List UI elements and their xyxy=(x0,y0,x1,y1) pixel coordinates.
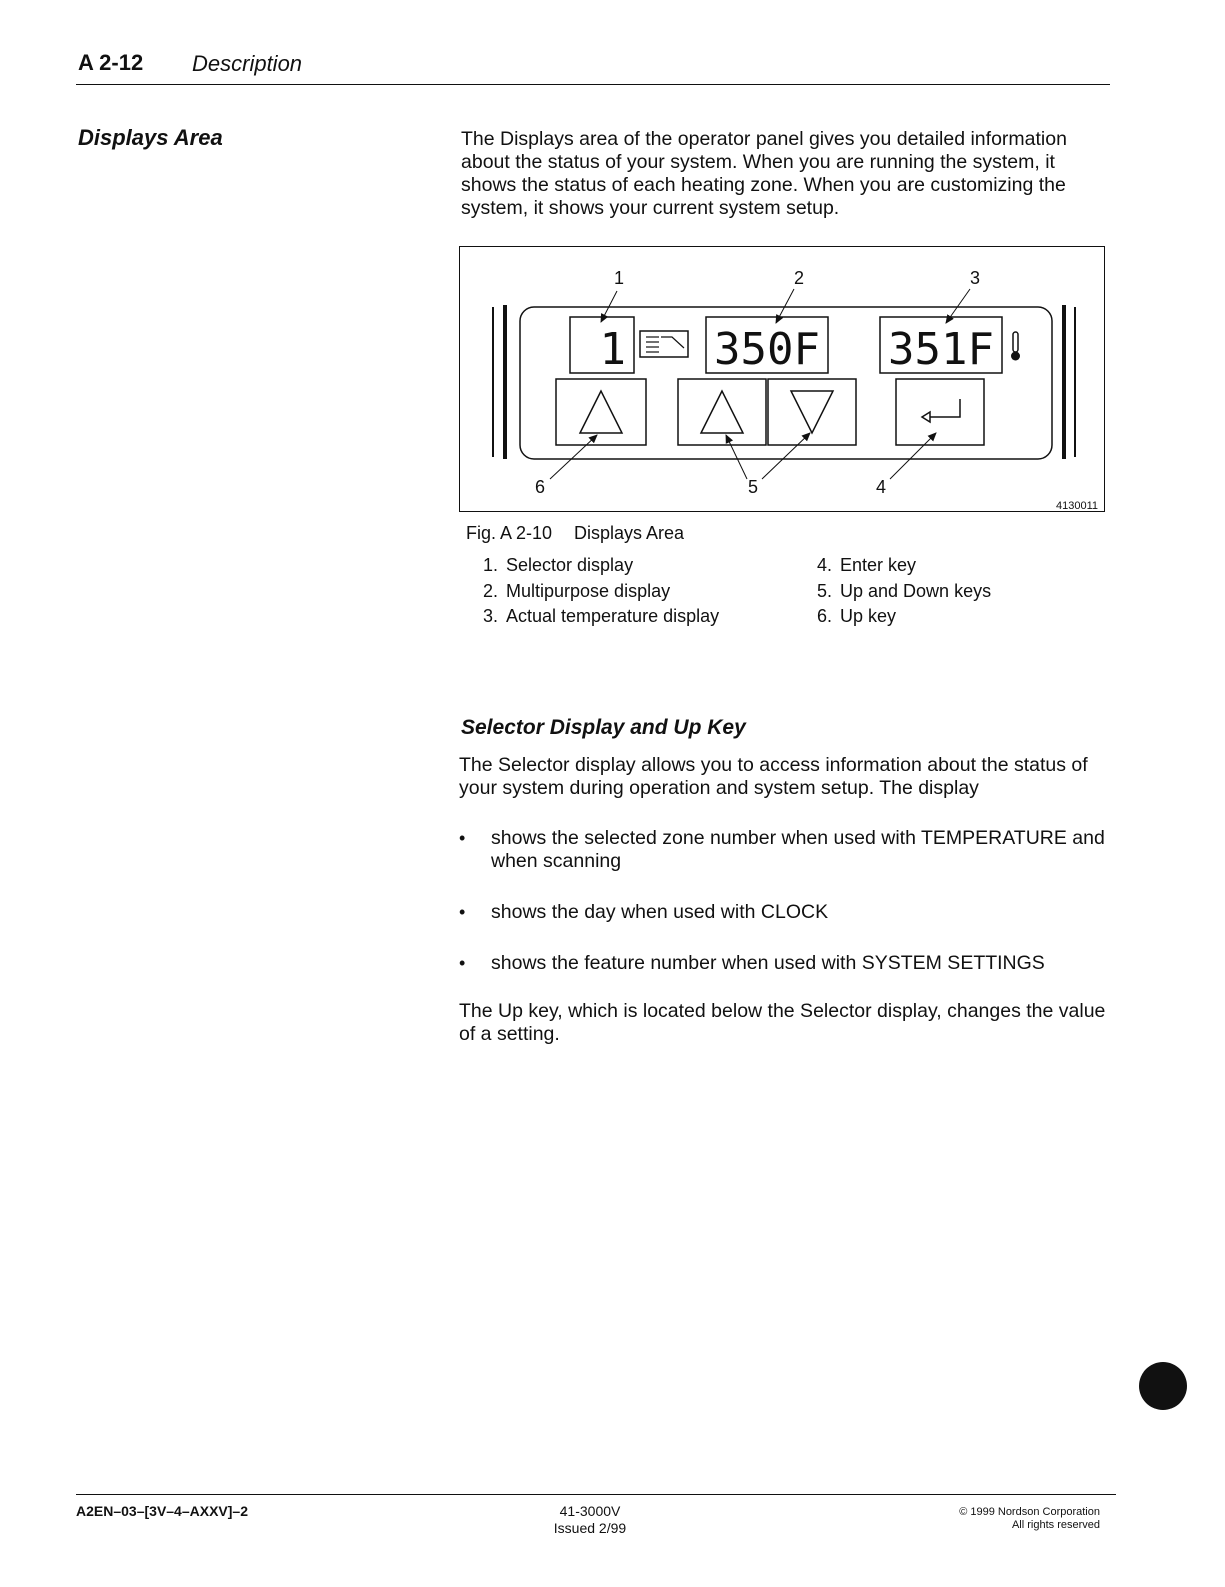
actual-temperature-display-value: 351F xyxy=(888,324,994,375)
legend-item: 5. Up and Down keys xyxy=(816,581,992,601)
legend-item: 6. Up key xyxy=(816,606,897,626)
callout-6: 6 xyxy=(534,477,546,497)
footer-rights: All rights reserved xyxy=(1011,1519,1100,1531)
bullet-dot: • xyxy=(459,902,466,922)
legend-item: 3. Actual temperature display xyxy=(482,606,720,626)
bullet-text: shows the day when used with CLOCK xyxy=(491,901,829,923)
bullet-dot: • xyxy=(459,953,466,973)
thermometer-icon xyxy=(1011,332,1020,361)
up-arrow-icon xyxy=(580,391,622,433)
figure-caption-title: Displays Area xyxy=(574,523,685,543)
legend-item: 1. Selector display xyxy=(482,555,634,575)
footer-issued: Issued 2/99 xyxy=(553,1520,627,1536)
up-arrow-icon xyxy=(701,391,743,433)
enter-arrow-icon xyxy=(930,399,960,417)
legend-item: 4. Enter key xyxy=(816,555,917,575)
footer-part-info xyxy=(520,1503,660,1537)
side-heading: Displays Area xyxy=(78,125,223,150)
footer-copyright: © 1999 Nordson Corporation xyxy=(959,1506,1100,1518)
callout-5: 5 xyxy=(747,477,759,497)
bullet-dot: • xyxy=(459,828,466,848)
operator-panel-diagram xyxy=(460,247,1106,513)
section-title: Description xyxy=(192,51,303,76)
section-number: A 2-12 xyxy=(78,50,144,75)
callout-1: 1 xyxy=(613,268,625,288)
up-key-multipurpose xyxy=(678,379,766,445)
callout-3: 3 xyxy=(969,268,981,288)
callout-4: 4 xyxy=(875,477,887,497)
enter-key xyxy=(896,379,984,445)
bullet-text: shows the selected zone number when used with TEMPERATURE and when scanning xyxy=(491,827,1105,872)
subsection-heading: Selector Display and Up Key xyxy=(461,716,746,739)
callout-2: 2 xyxy=(793,268,805,288)
footer-rule xyxy=(76,1494,1116,1495)
up-key-paragraph: The Up key, which is located below the Selector display, changes the value of a setting. xyxy=(459,1000,1106,1045)
figure-caption-label: Fig. A 2-10 xyxy=(466,523,553,543)
multipurpose-display-value: 350F xyxy=(714,324,820,375)
header-rule xyxy=(76,84,1110,85)
footer-copyright-block xyxy=(900,1506,1100,1532)
up-key-selector xyxy=(556,379,646,445)
zone-icon xyxy=(640,331,688,357)
down-key-multipurpose xyxy=(768,379,856,445)
displays-area-figure xyxy=(459,246,1105,512)
down-arrow-icon xyxy=(791,391,833,433)
bullet-text: shows the feature number when used with SYSTEM SETTINGS xyxy=(491,952,1045,974)
figure-caption xyxy=(466,523,684,544)
legend-item: 2. Multipurpose display xyxy=(482,581,671,601)
tab-marker xyxy=(1139,1362,1187,1410)
intro-paragraph: The Displays area of the operator panel gives you detailed information about the status of your system. When you are running the system, it shows the status of each heating zone. When you are customizing the system, it shows your current system setup. xyxy=(461,128,1067,219)
footer-part-number: 41-3000V xyxy=(559,1503,621,1519)
selector-paragraph: The Selector display allows you to access information about the status of your system during operation and system setup. The display xyxy=(459,754,1088,799)
figure-id: 4130011 xyxy=(1055,500,1098,512)
selector-display-value: 1 xyxy=(599,324,626,375)
footer-doc-code: A2EN–03–[3V–4–AXXV]–2 xyxy=(76,1503,248,1519)
